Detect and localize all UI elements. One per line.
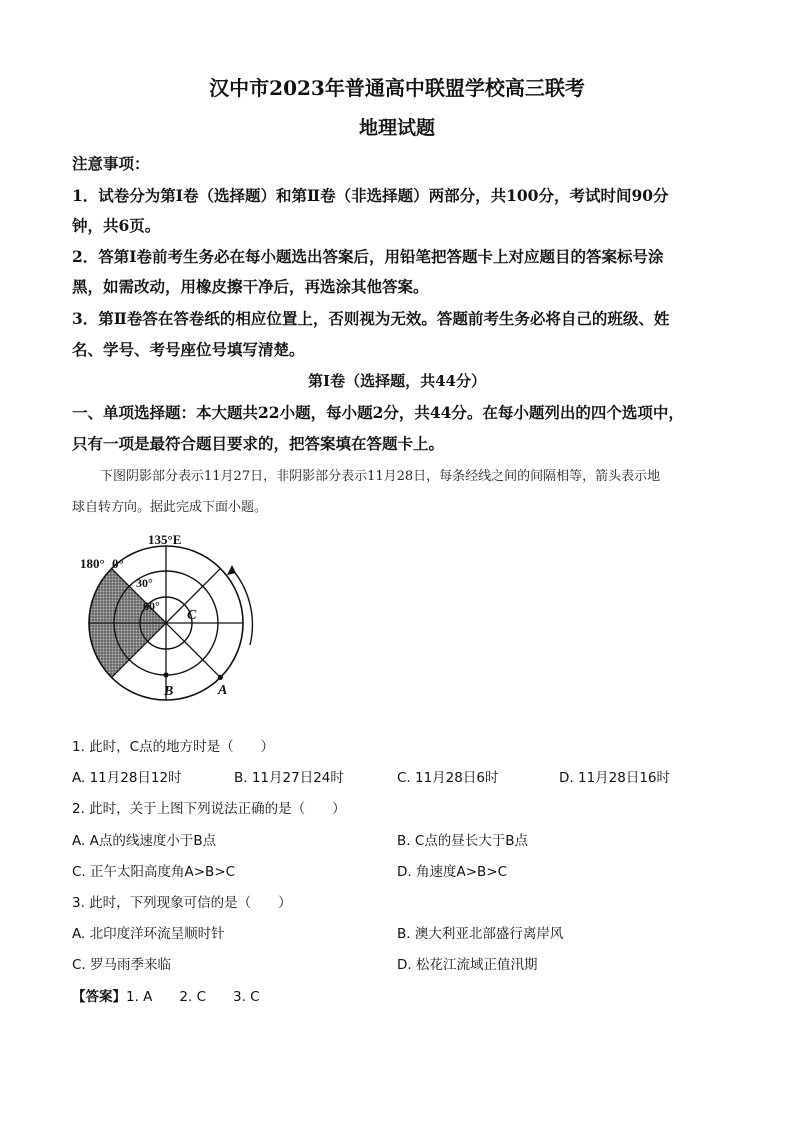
answer-tag: 【答案】 [72,989,126,1005]
note-line-6: 名、学号、考号座位号填写清楚。 [72,340,305,359]
question-3-stem: 3. 此时，下列现象可信的是（ ） [72,895,292,911]
question-2-option-c: C. 正午太阳高度角A>B>C [72,864,236,880]
note-line-2: 钟，共6页。 [72,216,161,235]
answer-values: 1. A 2. C 3. C [126,989,260,1005]
question-2-option-d: D. 角速度A>B>C [397,864,508,880]
note-line-5: 3．第Ⅱ卷答在答卷纸的相应位置上，否则视为无效。答题前考生务必将自己的班级、姓 [72,309,670,328]
section-title: 第Ⅰ卷（选择题，共44分） [308,372,486,390]
label-180: 180° [80,556,105,571]
question-1-option-a: A. 11月28日12时 [72,770,182,786]
notes-heading: 注意事项： [72,154,150,173]
material-line-2: 球自转方向。据此完成下面小题。 [72,500,268,515]
material-line-1: 下图阴影部分表示11月27日，非阴影部分表示11月28日，每条经线之间的间隔相等，箭头表示地 [100,469,661,484]
question-3-option-d: D. 松花江流域正值汛期 [397,957,538,973]
section-instruction-1: 一、单项选择题：本大题共22小题，每小题2分，共44分。在每小题列出的四个选项中， [72,403,684,422]
label-30: 30° [136,576,153,590]
question-1-option-b: B. 11月27日24时 [234,770,344,786]
question-3-option-a: A. 北印度洋环流呈顺时针 [72,926,225,942]
rotation-arrowhead [227,565,236,575]
question-2-option-b: B. C点的昼长大于B点 [397,833,529,849]
exam-title: 汉中市2023年普通高中联盟学校高三联考 [209,76,585,100]
note-line-3: 2．答第Ⅰ卷前考生务必在每小题选出答案后，用铅笔把答题卡上对应题目的答案标号涂 [72,247,664,266]
question-2-option-a: A. A点的线速度小于B点 [72,833,217,849]
question-1-stem: 1. 此时，C点的地方时是（ ） [72,739,275,755]
note-line-4: 黑，如需改动，用橡皮擦干净后，再选涂其他答案。 [72,277,429,296]
question-2-stem: 2. 此时，关于上图下列说法正确的是（ ） [72,801,346,817]
answer-line [72,985,260,1005]
polar-projection-figure [80,535,270,705]
label-b: B [164,684,174,699]
question-1-option-c: C. 11月28日6时 [397,770,499,786]
section-instruction-2: 只有一项是最符合题目要求的，把答案填在答题卡上。 [72,434,445,453]
question-3-option-c: C. 罗马雨季来临 [72,957,172,973]
question-1-option-d: D. 11月28日16时 [559,770,671,786]
point-a-dot [218,675,223,680]
label-c: C [187,608,197,623]
label-60: 60° [143,599,160,613]
label-0: 0° [112,556,124,571]
note-line-1: 1．试卷分为第Ⅰ卷（选择题）和第Ⅱ卷（非选择题）两部分，共100分，考试时间90分 [72,186,669,205]
label-135e: 135°E [148,535,182,547]
label-a: A [218,683,228,698]
subject-title: 地理试题 [358,117,435,139]
question-3-option-b: B. 澳大利亚北部盛行离岸风 [397,926,564,942]
point-b-dot [163,672,168,677]
